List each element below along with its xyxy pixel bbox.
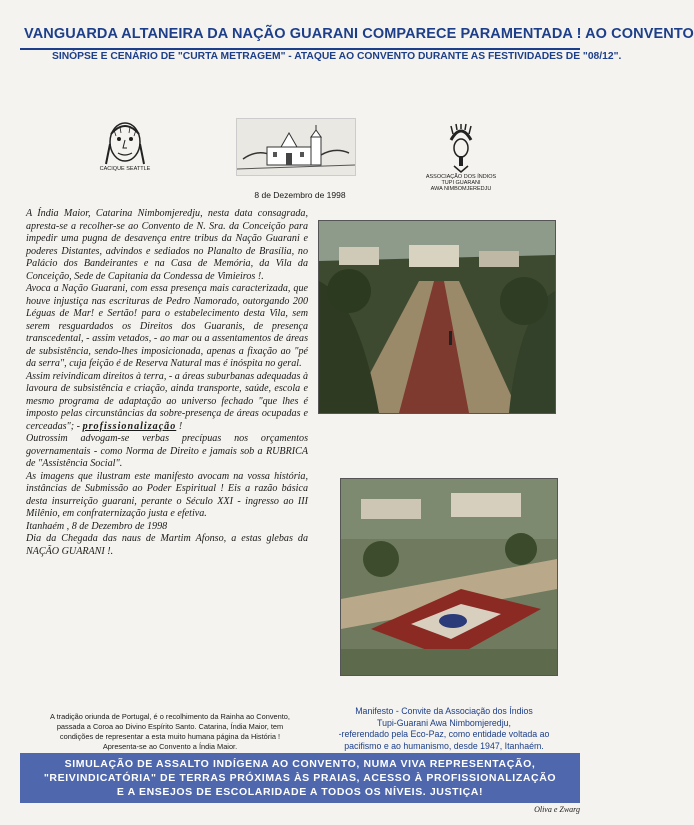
feather-headdress-icon	[447, 124, 475, 172]
plaza-photo-image	[341, 479, 557, 675]
association-caption-1: ASSOCIAÇÃO DOS ÍNDIOS	[425, 174, 497, 180]
author-signature: Oliva e Zwarg	[534, 805, 580, 814]
paragraph-4: Outrossim advogam-se verbas precípuas nos orçamentos governamentais - como Norma de Direito e jamais sob a RUBRICA de "Assistência Social".	[26, 433, 308, 469]
manifesto-body	[26, 208, 308, 558]
profissionalizacao-emphasis: profissionalização	[82, 420, 177, 432]
caption-line-3: -referendado pela Eco-Paz, como entidade voltada ao	[338, 729, 550, 739]
cacique-portrait-icon	[102, 120, 148, 166]
banner-line-1: SIMULAÇÃO DE ASSALTO INDÍGENA AO CONVENTO, NUMA VIVA REPRESENTAÇÃO,	[64, 758, 536, 770]
page-subtitle: SINÓPSE E CENÁRIO DE "CURTA METRAGEM" - ATAQUE AO CONVENTO DURANTE AS FESTIVIDADES DE "08/12".	[52, 51, 622, 62]
convent-building-icon	[237, 119, 355, 175]
paragraph-1: A Índia Maior, Catarina Nimbomjeredju, nesta data consagrada, apresta-se a recolher-se ao Convento de N. Sra. da Conceição para impedir uma pugna de desavença entre tribus da Nação Guarani e poderes Distantes, advindos e sediados no Planalto de Brasília, no Palácio dos Bandeirantes e na Casa de Memória, da Vila da Conceição, Sede de Capitania da Condessa de Vimieiros !.	[26, 208, 308, 282]
plaza-photo	[340, 478, 558, 676]
paragraph-3	[26, 371, 308, 434]
place-date-line: Itanhaém , 8 de Dezembro de 1998	[26, 520, 168, 532]
cacique-seattle-logo	[96, 120, 154, 172]
cacique-caption: CACIQUE SEATTLE	[99, 166, 151, 172]
paragraph-2: Avoca a Nação Guarani, com essa presença mais caracterizada, que houve injustiça nas escrituras de Pedro Namorado, outorgando 200 Léguas de Mar! e Sertão! para o estabelecimento desta Vila, sem serem resguardados os Direitos dos Guaranis, de presença transcedental, - assim vetados, - ao mar ou a assentamentos de áreas de subsistência, sendo-lhes imposicionada, apenas a fixação ao "pé da serra", cuja feição é de Reserva Natural mas é inóspita no geral.	[26, 283, 308, 369]
street-photo	[318, 220, 556, 414]
convent-sketch	[236, 118, 356, 176]
page-title: VANGUARDA ALTANEIRA DA NAÇÃO GUARANI COMPARECE PARAMENTADA ! AO CONVENTO	[24, 26, 694, 42]
paragraph-5: As imagens que ilustram este manifesto avocam na vossa história, instâncias de Submissão ao Poder Espiritual ! Eis a razão básica desta insurreição guarani, perante o Século XXI - ingresso ao III Milênio, em confraternização justa e efetiva.	[26, 470, 308, 519]
association-logo	[416, 124, 506, 192]
association-caption-2: TUPI GUARANI	[441, 180, 481, 187]
tradition-footnote: A tradição oriunda de Portugal, é o recolhimento da Rainha ao Convento, passada a Coroa ao Divino Espírito Santo. Catarina, Índia Maior, tem condições de representar a esta muito humana página da História ! Apresenta-se ao Convento a Índia Maior.	[50, 712, 290, 751]
bottom-banner	[20, 753, 580, 803]
title-rule	[20, 48, 580, 50]
paragraph-3-text: Assim reivindicam direitos à terra, - a áreas suburbanas adequadas à lavoura de subsistência e criação, ainda transporte, saúde, escola e mesmo programa de adaptação ao universo fechado "que lhes é imposto pelas circunstâncias da sobre-presença de áreas ocupadas e cerceadas"; -	[26, 370, 308, 432]
street-photo-image	[319, 221, 555, 413]
caption-line-4: pacifismo e ao humanismo, desde 1947, Itanhaém.	[344, 740, 544, 751]
manifesto-caption	[328, 706, 560, 752]
caption-line-1: Manifesto - Convite da Associação dos Índios	[355, 706, 533, 716]
banner-line-3: E A ENSEJOS DE ESCOLARIDADE A TODOS OS NÍVEIS. JUSTIÇA!	[116, 786, 484, 798]
banner-line-2: "REIVINDICATÓRIA" DE TERRAS PRÓXIMAS ÀS PRAIAS, ACESSO À PROFISSIONALIZAÇÃO	[43, 772, 557, 784]
association-caption-3: AWA NIMBOMJEREDJU	[430, 186, 492, 193]
closing-line: Dia da Chegada das naus de Martim Afonso, a estas glebas da NAÇÃO GUARANI !.	[26, 533, 308, 557]
document-date: 8 de Dezembro de 1998	[254, 190, 346, 200]
caption-line-2: Tupi-Guarani Awa Nimbomjeredju,	[377, 717, 511, 728]
paragraph-3-end: !	[178, 420, 183, 432]
